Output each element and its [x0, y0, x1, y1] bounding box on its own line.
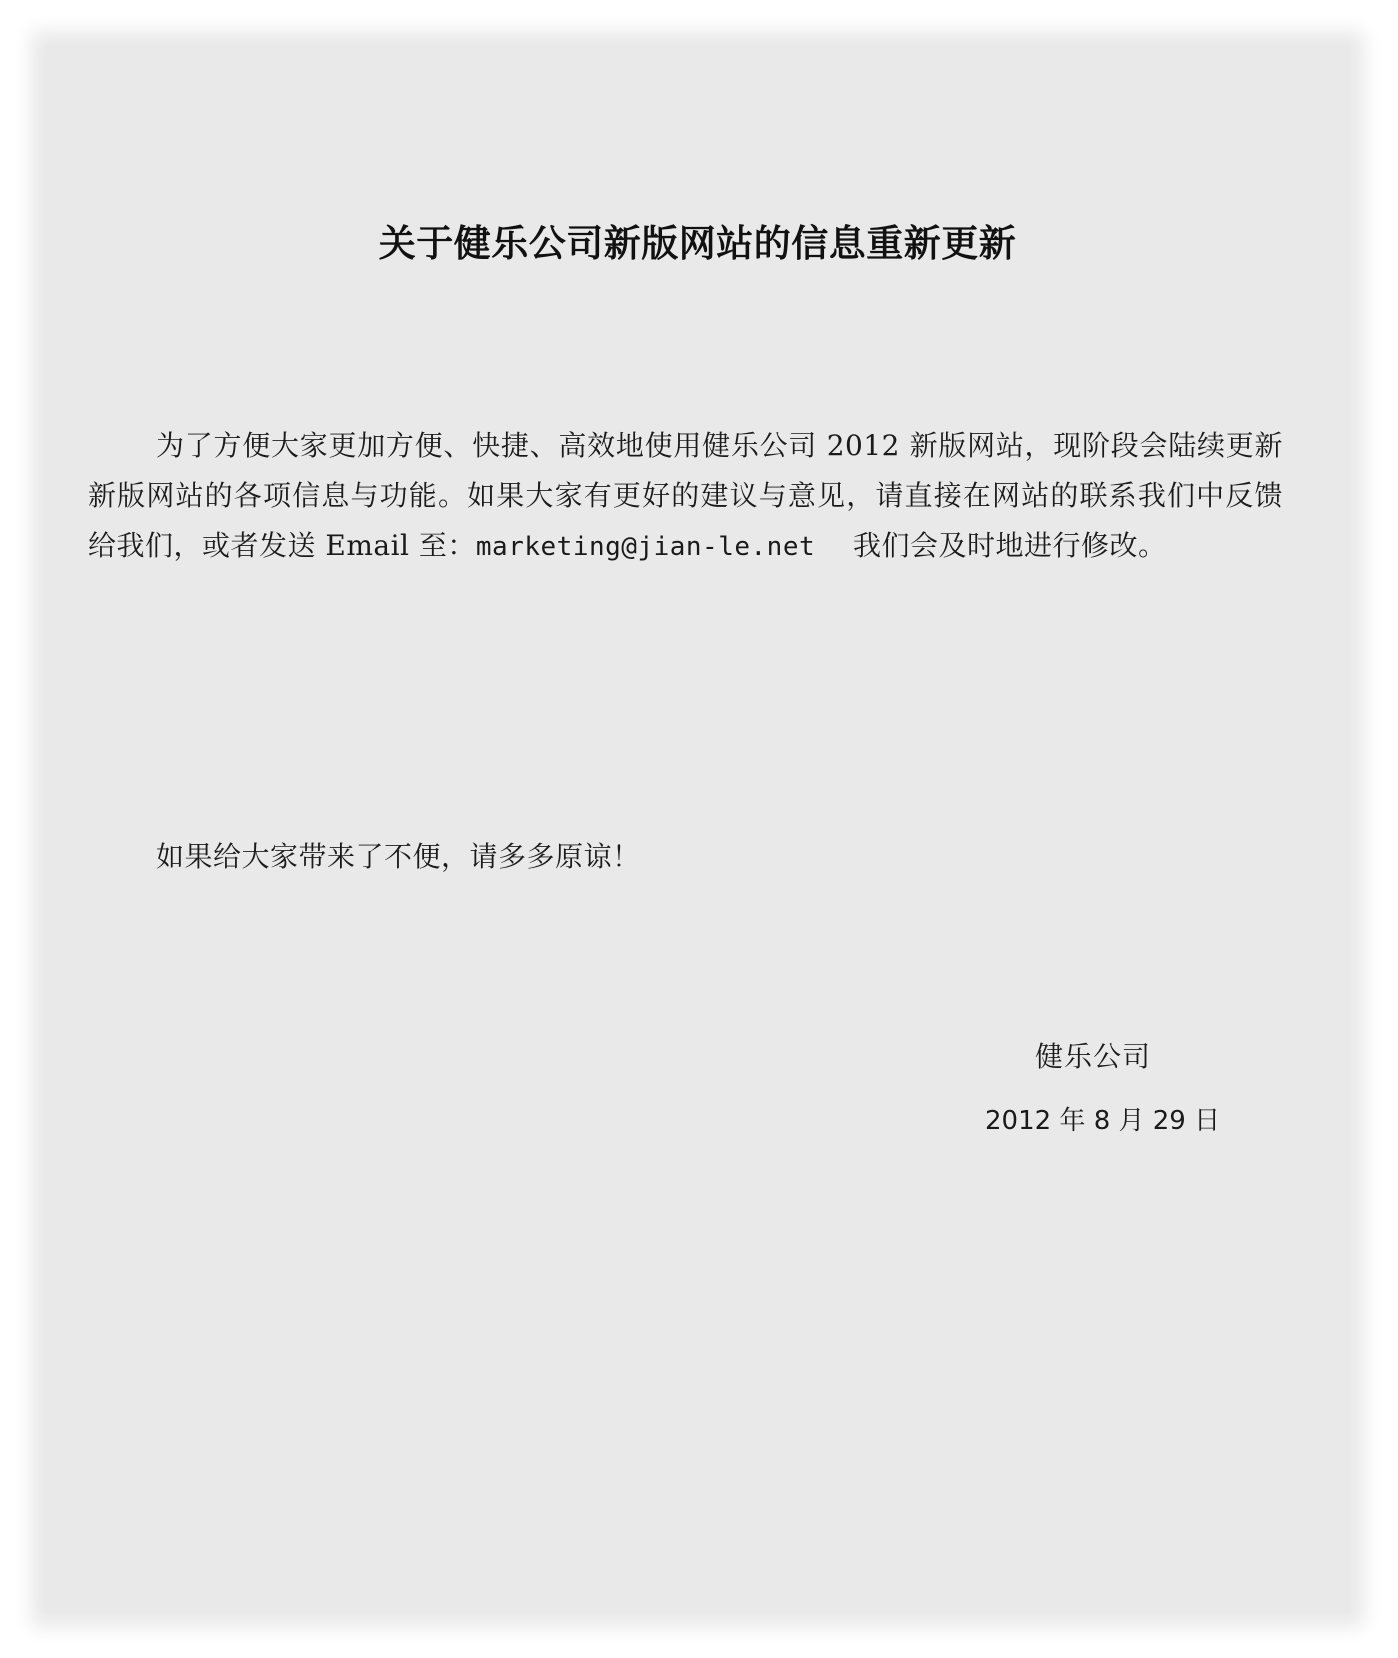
- paragraph-text: 为了方便大家更加方便、快捷、高效地使用健乐公司 2012 新版网站，现阶段会陆续更新新版网站的各项信息与功能。如果大家有更好的建议与意见，请直接在网站的联系我们中反馈给我们，或者发送 Email 至：: [88, 429, 1283, 562]
- apology-line: 如果给大家带来了不便，请多多原谅！: [156, 840, 641, 873]
- document-page: [45, 45, 1350, 1613]
- signature-date: 2012 年 8 月 29 日: [985, 1106, 1221, 1136]
- paragraph-text-end: 我们会及时地进行修改。: [815, 529, 1167, 562]
- document-title: 关于健乐公司新版网站的信息重新更新: [378, 221, 1017, 265]
- body-paragraph: [88, 421, 1283, 572]
- email-address: marketing@jian-le.net: [475, 532, 816, 562]
- signature: 健乐公司: [1035, 1040, 1152, 1073]
